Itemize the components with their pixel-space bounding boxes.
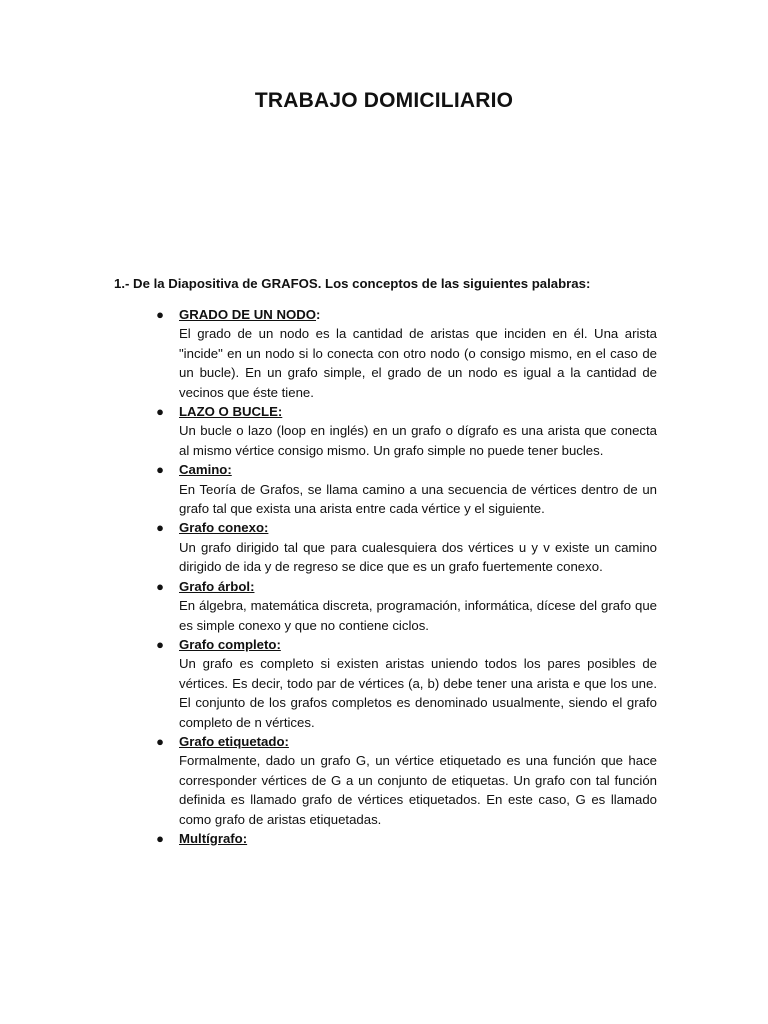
term-definition: Un grafo es completo si existen aristas uniendo todos los pares posibles de vértices. Es decir, todo par de vértices (a, b) debe tener una arista e que los une. El conjunto de los grafos completos es denominado usualmente, siendo el grafo completo de n vértices. <box>179 656 657 730</box>
section-heading: 1.- De la Diapositiva de GRAFOS. Los conceptos de las siguientes palabras: <box>114 276 591 291</box>
bullet-icon: ● <box>156 636 164 652</box>
term-definition: En Teoría de Grafos, se llama camino a una secuencia de vértices dentro de un grafo tal que exista una arista entre cada vértice y el siguiente. <box>179 481 657 517</box>
term-title-line <box>179 460 657 479</box>
term-title-line <box>179 635 657 654</box>
term-title-suffix: : <box>316 307 321 322</box>
term-list <box>156 305 657 848</box>
term-title: Grafo etiquetado: <box>179 733 289 749</box>
term-title-line <box>179 402 657 421</box>
term-item-camino <box>156 460 657 518</box>
term-definition: Formalmente, dado un grafo G, un vértice etiquetado es una función que hace corresponder vértices de G a un conjunto de etiquetas. Un grafo con tal función definida es llamado grafo de vértices etiquetados. En este caso, G es llamado como grafo de aristas etiquetadas. <box>179 753 657 827</box>
term-title: LAZO O BUCLE: <box>179 404 283 420</box>
term-item-multigrafo <box>156 829 657 848</box>
bullet-icon: ● <box>156 733 164 749</box>
term-item-lazo-o-bucle <box>156 402 657 460</box>
bullet-icon: ● <box>156 462 164 478</box>
term-item-grado-de-un-nodo <box>156 305 657 402</box>
bullet-icon: ● <box>156 404 164 420</box>
term-title: GRADO DE UN NODO <box>179 307 317 322</box>
term-title-line <box>179 732 657 751</box>
document-title: TRABAJO DOMICILIARIO <box>254 89 514 112</box>
term-item-grafo-etiquetado <box>156 732 657 829</box>
term-item-grafo-arbol <box>156 577 657 635</box>
term-title: Camino: <box>179 462 232 478</box>
term-definition: Un bucle o lazo (loop en inglés) en un grafo o dígrafo es una arista que conecta al mismo vértice consigo mismo. Un grafo simple no puede tener bucles. <box>179 423 657 458</box>
term-title-line <box>179 577 657 596</box>
term-definition: Un grafo dirigido tal que para cualesquiera dos vértices u y v existe un camino dirigido de ida y de regreso se dice que es un grafo fuertemente conexo. <box>179 539 657 575</box>
term-item-grafo-completo <box>156 635 657 732</box>
term-item-grafo-conexo <box>156 518 657 576</box>
term-title: Grafo completo: <box>179 636 281 652</box>
term-title-line <box>179 829 657 848</box>
bullet-icon: ● <box>156 578 164 594</box>
bullet-icon: ● <box>156 520 164 536</box>
bullet-icon: ● <box>156 307 164 322</box>
term-definition: En álgebra, matemática discreta, programación, informática, dícese del grafo que es simple conexo y que no contiene ciclos. <box>179 598 657 633</box>
term-title: Multígrafo: <box>179 830 248 846</box>
bullet-icon: ● <box>156 830 164 846</box>
term-definition: El grado de un nodo es la cantidad de aristas que inciden en él. Una arista "incide" en un nodo si lo conecta con otro nodo (o consigo mismo, en el caso de un bucle). En un grafo simple, el grado de un nodo es igual a la cantidad de vecinos que éste tiene. <box>179 326 657 400</box>
term-title-line <box>179 518 657 537</box>
term-title-line <box>179 305 657 324</box>
term-title: Grafo árbol: <box>179 578 255 594</box>
term-title: Grafo conexo: <box>179 520 269 536</box>
